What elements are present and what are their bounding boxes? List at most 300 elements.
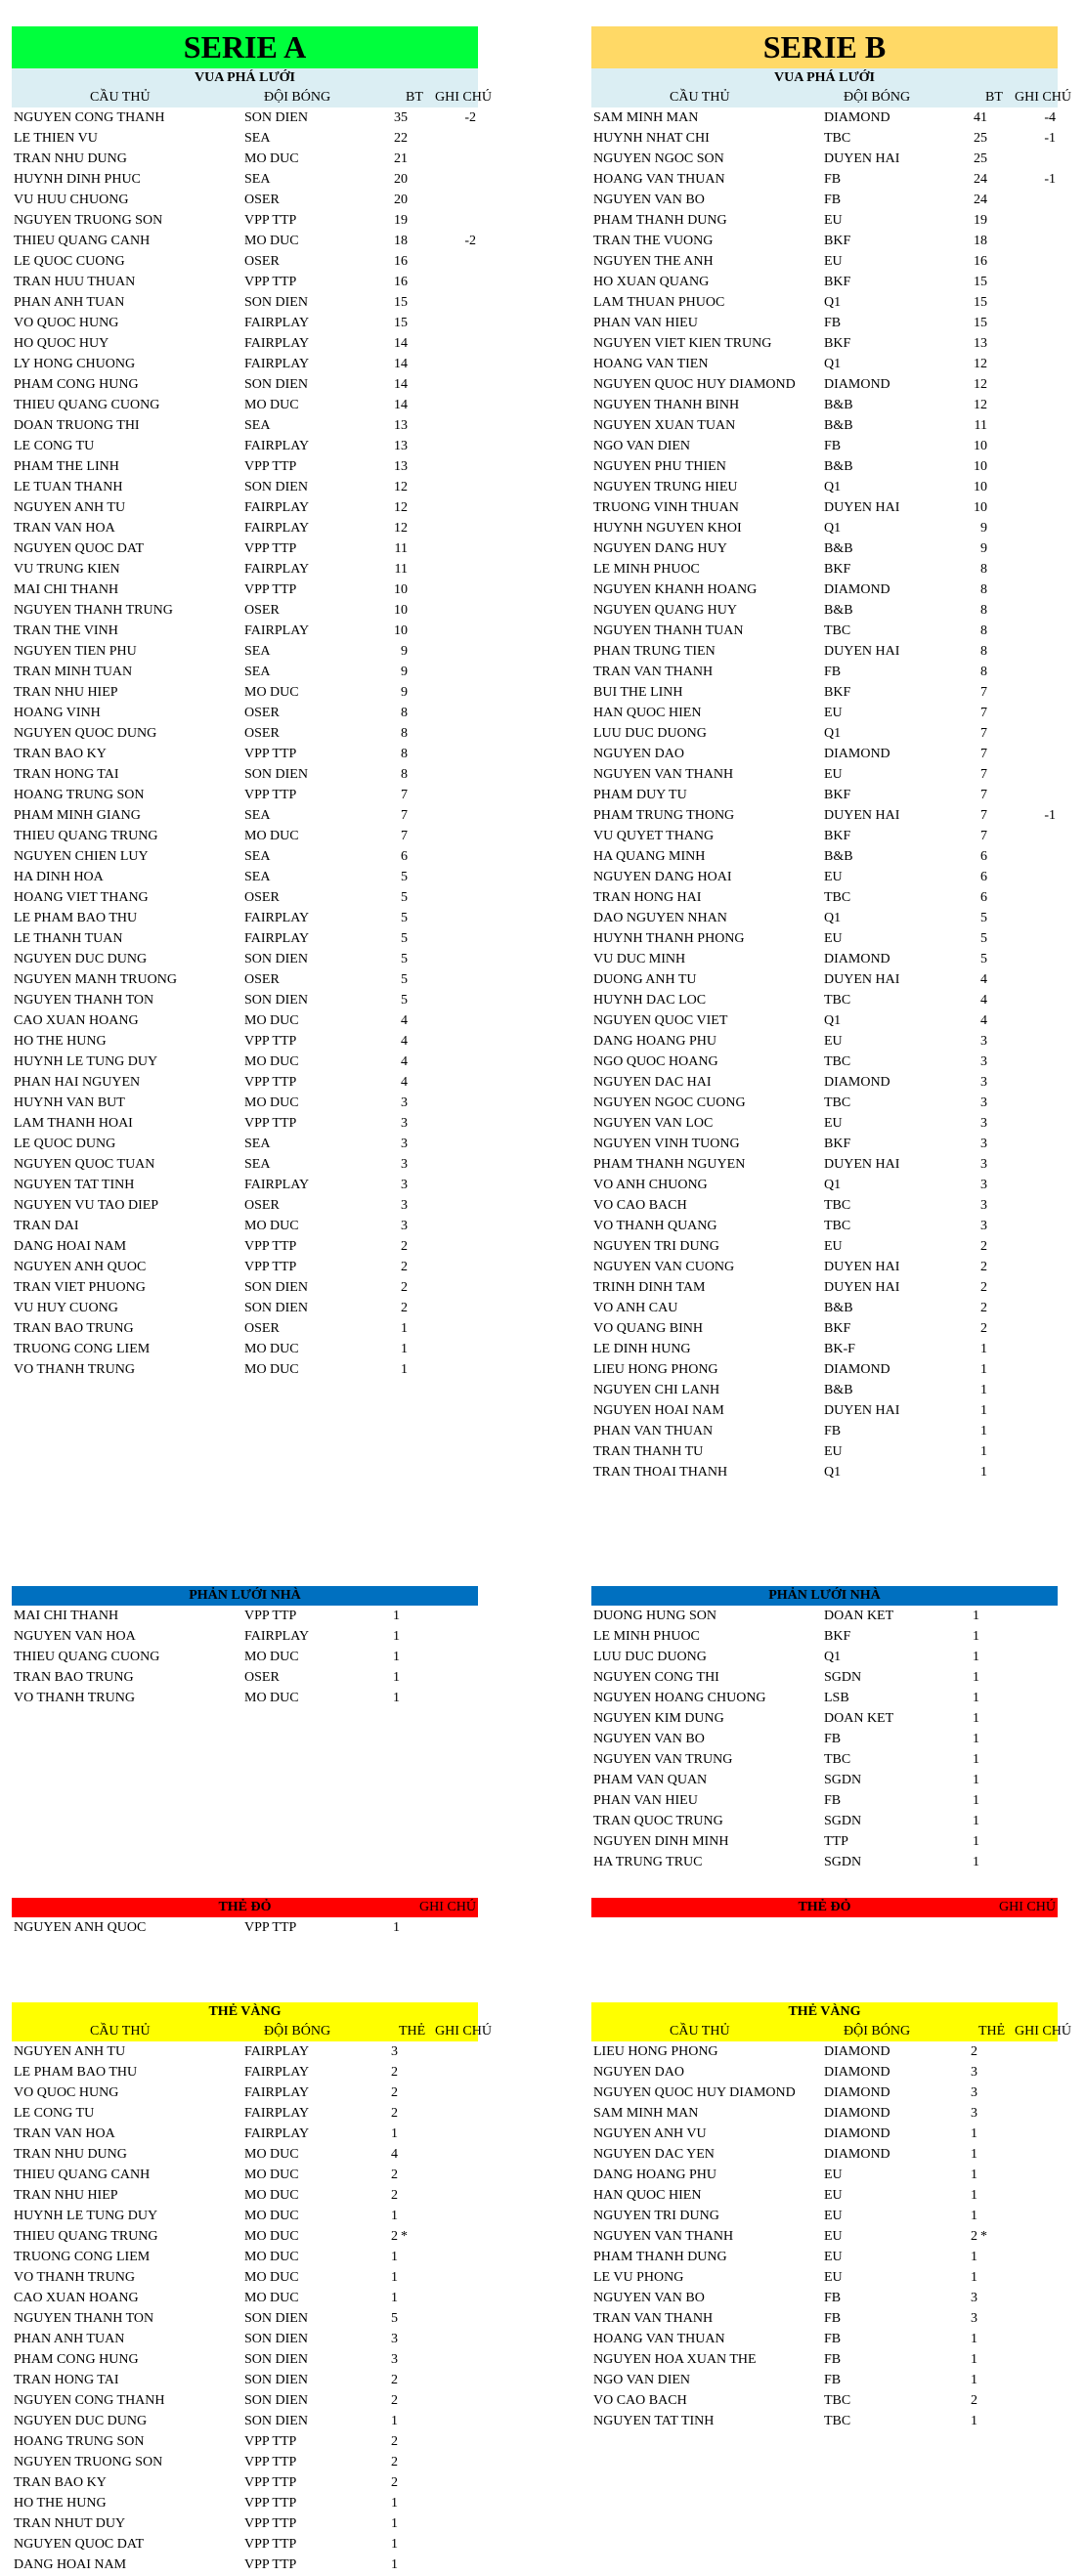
- card-count: 2: [971, 2229, 977, 2244]
- table-row: [12, 846, 478, 867]
- team-column-label: ĐỘI BÓNG: [844, 2024, 911, 2039]
- goal-count: 1: [973, 1609, 979, 1623]
- table-row: [12, 2472, 478, 2493]
- player-column-label: CẦU THỦ: [670, 2024, 730, 2039]
- table-row: [591, 969, 1058, 990]
- team-name: Q1: [824, 480, 842, 494]
- player-name: HAN QUOC HIEN: [593, 706, 702, 720]
- player-name: NGUYEN TRI DUNG: [593, 1239, 719, 1254]
- table-row: [591, 1195, 1058, 1216]
- goal-count: 14: [394, 398, 408, 412]
- goal-count: 18: [394, 234, 408, 248]
- player-name: LE MINH PHUOC: [593, 562, 700, 577]
- table-row: [12, 2165, 478, 2185]
- player-name: NGUYEN THANH TON: [14, 993, 154, 1008]
- team-name: FB: [824, 193, 842, 207]
- player-name: HUYNH DINH PHUC: [14, 172, 141, 187]
- team-name: TBC: [824, 131, 851, 146]
- team-name: DIAMOND: [824, 110, 890, 125]
- goals-column-label: BT: [985, 90, 1003, 105]
- table-row: [12, 1195, 478, 1216]
- table-row: [12, 969, 478, 990]
- team-name: DIAMOND: [824, 1362, 890, 1377]
- goal-count: 3: [980, 1178, 987, 1192]
- goal-count: 1: [973, 1834, 979, 1849]
- table-row: [12, 805, 478, 826]
- player-name: VO THANH QUANG: [593, 1219, 717, 1233]
- goal-count: 2: [980, 1239, 987, 1254]
- table-row: [591, 169, 1058, 190]
- player-name: TRAN BAO TRUNG: [14, 1321, 134, 1336]
- card-count: 2: [391, 2188, 398, 2203]
- table-row: [591, 2288, 1058, 2308]
- player-name: NGUYEN DAC YEN: [593, 2147, 715, 2162]
- table-row: [12, 1359, 478, 1380]
- team-name: TTP: [824, 1834, 848, 1849]
- team-name: MO DUC: [244, 2147, 299, 2162]
- goal-count: 1: [393, 1691, 400, 1705]
- top-scorers-heading: VUA PHÁ LƯỚI: [591, 68, 1058, 88]
- table-row: [12, 949, 478, 969]
- team-name: MO DUC: [244, 1362, 299, 1377]
- goal-count: 7: [401, 829, 408, 843]
- goal-count: 8: [401, 726, 408, 741]
- player-name: NGUYEN QUOC DUNG: [14, 726, 157, 741]
- goal-count: 4: [401, 1075, 408, 1090]
- table-row: [591, 128, 1058, 149]
- table-row: [591, 1626, 1058, 1647]
- team-name: EU: [824, 2188, 843, 2203]
- goal-count: 19: [394, 213, 408, 228]
- player-name: TRAN MINH TUAN: [14, 665, 133, 679]
- team-name: Q1: [824, 726, 842, 741]
- player-name: TRAN QUOC TRUNG: [593, 1814, 723, 1828]
- team-name: OSER: [244, 254, 280, 269]
- goal-count: 19: [974, 213, 987, 228]
- player-name: HUYNH LE TUNG DUY: [14, 1054, 158, 1069]
- table-row: [591, 785, 1058, 805]
- player-name: HUYNH LE TUNG DUY: [14, 2209, 158, 2223]
- goal-count: 3: [401, 1157, 408, 1172]
- card-count: 1: [391, 2496, 398, 2511]
- team-name: SON DIEN: [244, 767, 308, 782]
- goal-count: 1: [973, 1814, 979, 1828]
- team-name: DUYEN HAI: [824, 644, 900, 659]
- player-name: LE TUAN THANH: [14, 480, 123, 494]
- card-count: 4: [391, 2147, 398, 2162]
- team-name: DIAMOND: [824, 2126, 890, 2141]
- player-name: NGUYEN HOANG CHUONG: [593, 1691, 766, 1705]
- player-name: HUYNH NGUYEN KHOI: [593, 521, 742, 536]
- note-value: -1: [1044, 131, 1056, 146]
- table-row: [12, 2308, 478, 2329]
- goal-count: 4: [401, 1013, 408, 1028]
- player-name: NGUYEN TAT TINH: [593, 2414, 715, 2428]
- player-name: NGUYEN HOAI NAM: [593, 1403, 724, 1418]
- goal-count: 3: [401, 1198, 408, 1213]
- card-count: 1: [391, 2537, 398, 2552]
- team-name: VPP TTP: [244, 275, 297, 289]
- team-name: SEA: [244, 172, 271, 187]
- team-name: TBC: [824, 1198, 851, 1213]
- player-name: NGUYEN VAN TRUNG: [593, 1752, 733, 1767]
- player-name: NGO VAN DIEN: [593, 439, 691, 453]
- player-name: NGUYEN VU TAO DIEP: [14, 1198, 159, 1213]
- table-row: [12, 1298, 478, 1318]
- red-cards-heading: [12, 1898, 478, 1917]
- red-cards-section: [12, 1898, 478, 1938]
- player-name: LE QUOC DUNG: [14, 1137, 116, 1151]
- table-row: [591, 2411, 1058, 2431]
- team-name: FB: [824, 172, 842, 187]
- team-name: SEA: [244, 644, 271, 659]
- team-name: BKF: [824, 1137, 851, 1151]
- goal-count: 2: [980, 1260, 987, 1274]
- goal-count: 3: [401, 1095, 408, 1110]
- goal-count: 10: [974, 439, 987, 453]
- player-name: HA DINH HOA: [14, 870, 104, 884]
- goal-count: 2: [401, 1260, 408, 1274]
- table-row: [12, 1134, 478, 1154]
- team-name: MO DUC: [244, 151, 299, 166]
- table-row: [12, 2555, 478, 2575]
- team-name: BKF: [824, 336, 851, 351]
- own-goals-section: [591, 1586, 1058, 1872]
- yellow-cards-section: [591, 2002, 1071, 2431]
- card-count: 1: [391, 2270, 398, 2285]
- table-row: [12, 621, 478, 641]
- team-name: VPP TTP: [244, 213, 297, 228]
- player-name: TRAN NHU HIEP: [14, 685, 118, 700]
- table-row: [591, 682, 1058, 703]
- goal-count: 9: [401, 644, 408, 659]
- team-name: MO DUC: [244, 1342, 299, 1356]
- player-name: HAN QUOC HIEN: [593, 2188, 702, 2203]
- player-name: LUU DUC DUONG: [593, 726, 707, 741]
- card-count: 5: [391, 2311, 398, 2326]
- team-name: DIAMOND: [824, 1075, 890, 1090]
- table-row: [12, 559, 478, 580]
- red-cards-heading-label: THẺ ĐỎ: [798, 1900, 851, 1914]
- team-name: DIAMOND: [824, 2147, 890, 2162]
- table-row: [591, 456, 1058, 477]
- goal-count: 6: [980, 890, 987, 905]
- player-name: NGUYEN VINH TUONG: [593, 1137, 740, 1151]
- player-name: NGUYEN DINH MINH: [593, 1834, 729, 1849]
- goal-count: 1: [973, 1752, 979, 1767]
- team-name: BKF: [824, 234, 851, 248]
- top-scorers-column-header: [12, 88, 492, 107]
- goal-count: 9: [980, 521, 987, 536]
- player-name: NGUYEN VAN BO: [593, 2291, 705, 2305]
- team-name: EU: [824, 706, 843, 720]
- team-name: DUYEN HAI: [824, 972, 900, 987]
- table-row: [12, 1606, 478, 1626]
- table-row: [591, 867, 1058, 887]
- goal-count: 16: [394, 275, 408, 289]
- player-name: NGUYEN CHIEN LUY: [14, 849, 149, 864]
- serie-b-column: [591, 26, 1071, 2428]
- player-name: HOANG VIET THANG: [14, 890, 149, 905]
- player-name: PHAM THANH DUNG: [593, 2250, 727, 2264]
- player-name: HOANG TRUNG SON: [14, 2434, 145, 2449]
- player-name: NGUYEN THANH TON: [14, 2311, 154, 2326]
- goal-count: 24: [974, 172, 987, 187]
- team-name: Q1: [824, 1650, 842, 1664]
- player-name: NGUYEN DANG HOAI: [593, 870, 732, 884]
- player-name: LE PHAM BAO THU: [14, 911, 138, 925]
- goal-count: 1: [973, 1773, 979, 1787]
- goal-count: 1: [973, 1691, 979, 1705]
- table-row: [591, 990, 1058, 1010]
- table-row: [12, 1318, 478, 1339]
- table-row: [12, 415, 478, 436]
- team-name: MO DUC: [244, 2229, 299, 2244]
- team-name: FAIRPLAY: [244, 2085, 310, 2100]
- red-cards-heading: [591, 1898, 1058, 1917]
- player-name: LE CONG TU: [14, 2106, 95, 2121]
- goal-count: 21: [394, 151, 408, 166]
- goal-count: 7: [980, 808, 987, 823]
- player-name: NGUYEN TIEN PHU: [14, 644, 137, 659]
- player-name: HO THE HUNG: [14, 1034, 107, 1049]
- table-row: [591, 1831, 1058, 1852]
- table-row: [12, 1031, 478, 1052]
- own-goals-heading: PHẢN LƯỚI NHÀ: [591, 1586, 1058, 1606]
- player-name: TRAN HONG TAI: [14, 767, 119, 782]
- player-name: VU HUY CUONG: [14, 1301, 118, 1315]
- goal-count: 22: [394, 131, 408, 146]
- team-name: B&B: [824, 1383, 853, 1397]
- goal-count: 10: [394, 623, 408, 638]
- note-column-label: GHI CHÚ: [1015, 90, 1071, 105]
- table-row: [591, 538, 1058, 559]
- team-name: OSER: [244, 1198, 280, 1213]
- goal-count: 8: [401, 747, 408, 761]
- table-row: [591, 1606, 1058, 1626]
- table-row: [12, 1216, 478, 1236]
- team-name: FB: [824, 1424, 842, 1438]
- goal-count: 5: [401, 993, 408, 1008]
- table-row: [591, 1441, 1058, 1462]
- player-name: NGO VAN DIEN: [593, 2373, 691, 2387]
- goal-count: 2: [401, 1239, 408, 1254]
- player-name: TRAN HONG TAI: [14, 2373, 119, 2387]
- goal-count: 1: [393, 1650, 400, 1664]
- table-row: [591, 1318, 1058, 1339]
- player-name: HO XUAN QUANG: [593, 275, 710, 289]
- note-column-label: GHI CHÚ: [1015, 2024, 1071, 2039]
- card-count: 3: [971, 2065, 977, 2080]
- player-name: MAI CHI THANH: [14, 1609, 119, 1623]
- table-row: [591, 1339, 1058, 1359]
- yellow-cards-heading: THẺ VÀNG: [12, 2002, 478, 2022]
- player-name: LE DINH HUNG: [593, 1342, 691, 1356]
- top-scorers-section: [591, 68, 1071, 1482]
- table-row: [591, 333, 1058, 354]
- player-name: BUI THE LINH: [593, 685, 683, 700]
- team-name: FAIRPLAY: [244, 931, 310, 946]
- player-column-label: CẦU THỦ: [90, 90, 151, 105]
- goal-count: 15: [974, 275, 987, 289]
- goal-count: 10: [974, 480, 987, 494]
- team-name: Q1: [824, 357, 842, 371]
- goal-count: 10: [394, 582, 408, 597]
- note-value: -2: [464, 234, 476, 248]
- goal-count: 1: [973, 1732, 979, 1746]
- player-name: SAM MINH MAN: [593, 110, 699, 125]
- table-row: [12, 1010, 478, 1031]
- player-name: LIEU HONG PHONG: [593, 1362, 718, 1377]
- table-row: [591, 1688, 1058, 1708]
- goal-count: 6: [980, 849, 987, 864]
- player-name: NGUYEN CONG THANH: [14, 2393, 165, 2408]
- team-name: MO DUC: [244, 2291, 299, 2305]
- card-count: 2: [971, 2044, 977, 2059]
- goal-count: 3: [980, 1157, 987, 1172]
- player-name: NGUYEN NGOC CUONG: [593, 1095, 746, 1110]
- table-row: [12, 251, 478, 272]
- team-name: MO DUC: [244, 1013, 299, 1028]
- team-name: VPP TTP: [244, 788, 297, 802]
- goal-count: 5: [401, 931, 408, 946]
- team-name: FAIRPLAY: [244, 2126, 310, 2141]
- player-name: DANG HOANG PHU: [593, 1034, 716, 1049]
- note-value: -1: [1044, 172, 1056, 187]
- player-name: LY HONG CHUONG: [14, 357, 136, 371]
- table-row: [12, 497, 478, 518]
- table-row: [12, 2534, 478, 2555]
- player-name: LAM THUAN PHUOC: [593, 295, 725, 310]
- team-name: MO DUC: [244, 2270, 299, 2285]
- player-name: PHAN VAN HIEU: [593, 1793, 698, 1808]
- team-name: OSER: [244, 706, 280, 720]
- note-column-label: GHI CHÚ: [435, 90, 492, 105]
- player-name: PHAM THANH NGUYEN: [593, 1157, 746, 1172]
- table-row: [591, 1072, 1058, 1093]
- table-row: [12, 1093, 478, 1113]
- card-count: 2: [391, 2373, 398, 2387]
- team-name: DUYEN HAI: [824, 151, 900, 166]
- goal-count: 8: [401, 706, 408, 720]
- goal-count: 1: [401, 1342, 408, 1356]
- goal-count: 9: [980, 541, 987, 556]
- table-row: [591, 1770, 1058, 1790]
- player-name: PHAM THANH DUNG: [593, 213, 727, 228]
- table-row: [12, 1277, 478, 1298]
- player-name: PHAN TRUNG TIEN: [593, 644, 716, 659]
- player-name: TRUONG CONG LIEM: [14, 2250, 151, 2264]
- player-name: THIEU QUANG CUONG: [14, 398, 160, 412]
- table-row: [591, 2082, 1058, 2103]
- team-name: DIAMOND: [824, 582, 890, 597]
- table-row: [12, 436, 478, 456]
- player-name: LE MINH PHUOC: [593, 1629, 700, 1644]
- player-name: NGUYEN TAT TINH: [14, 1178, 135, 1192]
- team-name: FB: [824, 665, 842, 679]
- goal-count: 13: [394, 459, 408, 474]
- player-name: TRAN VAN HOA: [14, 2126, 115, 2141]
- table-row: [591, 190, 1058, 210]
- player-name: TRAN HONG HAI: [593, 890, 702, 905]
- team-name: B&B: [824, 398, 853, 412]
- table-row: [591, 415, 1058, 436]
- table-row: [12, 2452, 478, 2472]
- goal-count: 8: [980, 644, 987, 659]
- goal-count: 1: [973, 1650, 979, 1664]
- card-count: 3: [971, 2106, 977, 2121]
- table-row: [591, 2247, 1058, 2267]
- player-name: NGUYEN VAN THANH: [593, 767, 734, 782]
- table-row: [591, 354, 1058, 374]
- table-row: [12, 374, 478, 395]
- goal-count: 12: [394, 521, 408, 536]
- team-name: SON DIEN: [244, 2393, 308, 2408]
- goal-count: 12: [394, 500, 408, 515]
- team-name: FAIRPLAY: [244, 336, 310, 351]
- note-value: -2: [464, 110, 476, 125]
- team-name: SEA: [244, 808, 271, 823]
- table-row: [591, 908, 1058, 928]
- goal-count: 7: [980, 767, 987, 782]
- player-name: TRINH DINH TAM: [593, 1280, 706, 1295]
- table-row: [12, 1113, 478, 1134]
- goal-count: 4: [980, 972, 987, 987]
- table-row: [12, 2041, 478, 2062]
- player-name: PHAN VAN THUAN: [593, 1424, 714, 1438]
- goal-count: 35: [394, 110, 408, 125]
- team-name: VPP TTP: [244, 1116, 297, 1131]
- table-row: [591, 2370, 1058, 2390]
- table-row: [12, 354, 478, 374]
- table-row: [591, 272, 1058, 292]
- goal-count: 1: [393, 1670, 400, 1685]
- team-name: FB: [824, 1732, 842, 1746]
- team-name: VPP TTP: [244, 1260, 297, 1274]
- player-name: NGUYEN TRI DUNG: [593, 2209, 719, 2223]
- table-row: [591, 2165, 1058, 2185]
- table-row: [591, 313, 1058, 333]
- team-name: FB: [824, 316, 842, 330]
- team-name: BKF: [824, 1629, 851, 1644]
- team-name: BKF: [824, 685, 851, 700]
- table-row: [591, 2349, 1058, 2370]
- team-name: FAIRPLAY: [244, 521, 310, 536]
- table-row: [12, 2513, 478, 2534]
- team-name: SEA: [244, 870, 271, 884]
- team-name: VPP TTP: [244, 1075, 297, 1090]
- red-cards-note-label: GHI CHÚ: [419, 1900, 476, 1914]
- table-row: [591, 1400, 1058, 1421]
- table-row: [12, 2247, 478, 2267]
- player-name: NGUYEN NGOC SON: [593, 151, 724, 166]
- table-row: [591, 1359, 1058, 1380]
- team-name: VPP TTP: [244, 2516, 297, 2531]
- player-name: VO THANH TRUNG: [14, 2270, 135, 2285]
- table-row: [591, 928, 1058, 949]
- serie-b-title: SERIE B: [591, 26, 1058, 68]
- player-name: NGUYEN DAO: [593, 2065, 684, 2080]
- yellow-cards-column-header: [12, 2022, 492, 2041]
- table-row: [12, 580, 478, 600]
- goal-count: 2: [980, 1301, 987, 1315]
- goal-count: 10: [394, 603, 408, 618]
- table-row: [12, 1339, 478, 1359]
- player-name: NGUYEN ANH QUOC: [14, 1920, 147, 1935]
- goal-count: 1: [980, 1362, 987, 1377]
- player-name: VO THANH TRUNG: [14, 1691, 135, 1705]
- player-name: NGUYEN HOA XUAN THE: [593, 2352, 757, 2367]
